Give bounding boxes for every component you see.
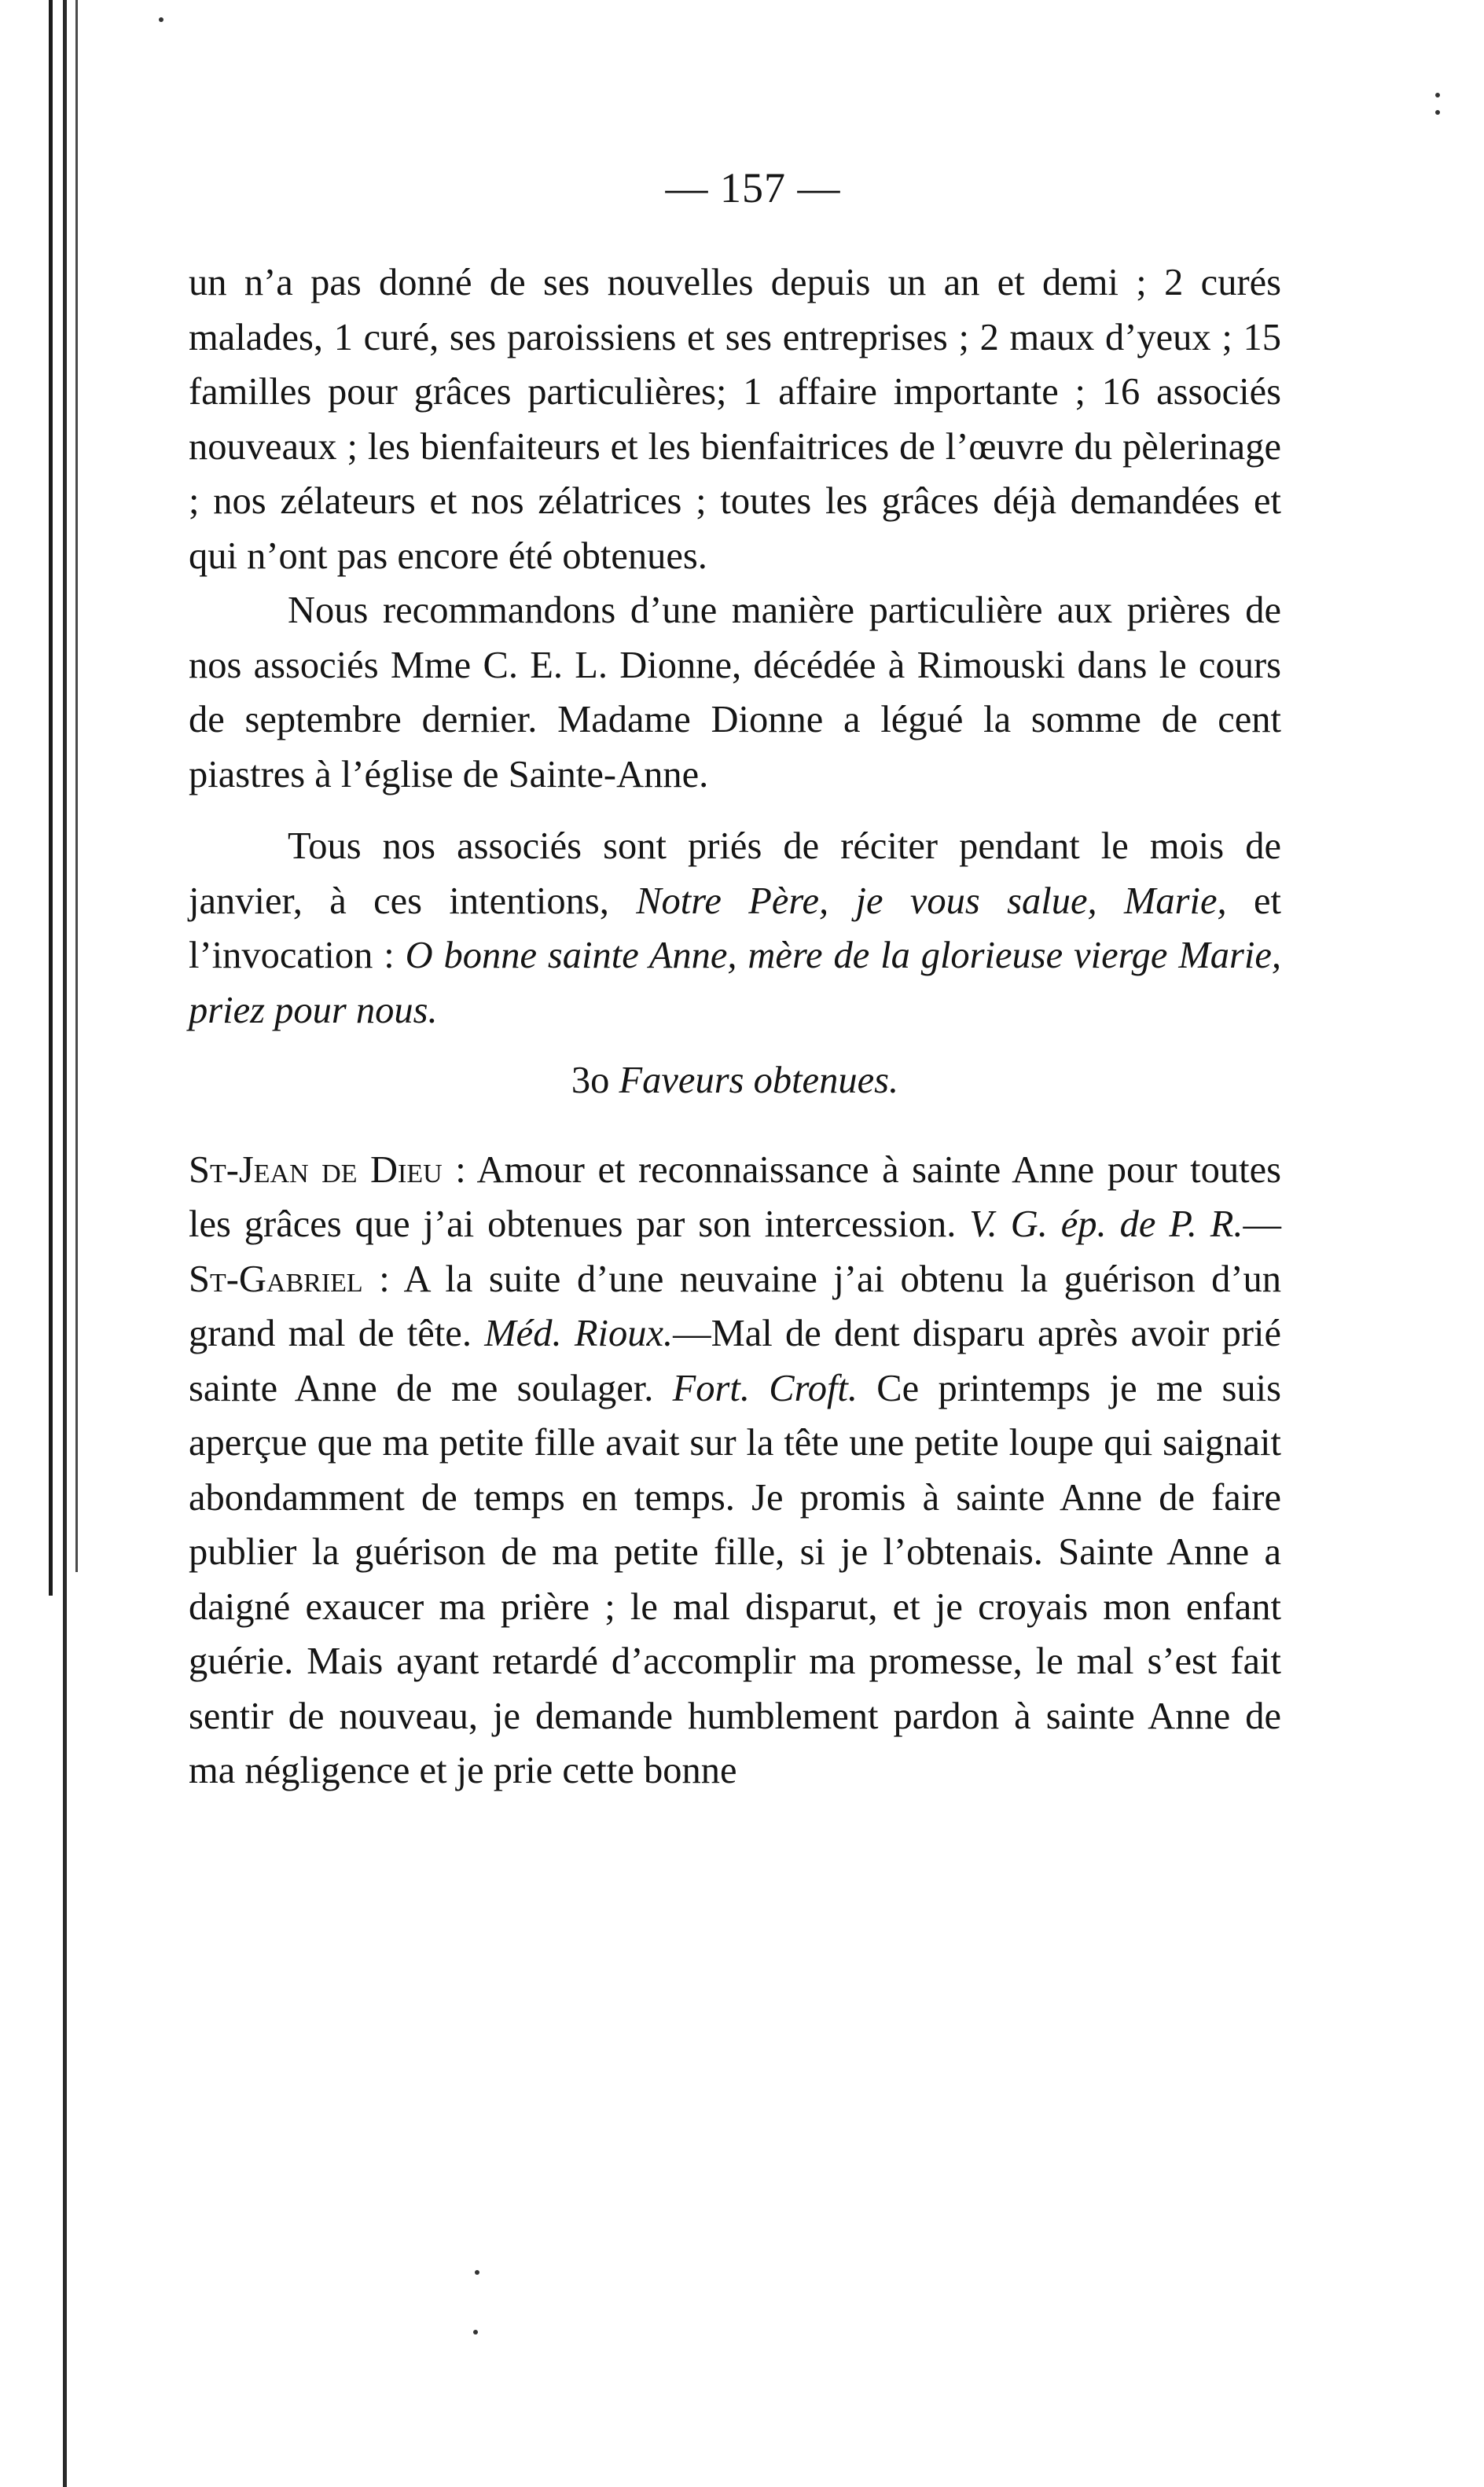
scan-speck [159, 17, 163, 22]
scan-speck [1435, 93, 1440, 97]
scan-speck [473, 2330, 478, 2335]
binding-edge-line [63, 0, 67, 2487]
favor-dash-1: — [1243, 1203, 1281, 1245]
section-title: Faveurs obtenues. [619, 1060, 899, 1101]
prayer-text-2: et l’invocation : [189, 880, 1281, 976]
prayer-text-1: Tous nos associés sont priés de réciter pendant le mois de janvier, à ces intentions, [189, 825, 1281, 922]
favor-place-2: St-Gabriel [189, 1258, 363, 1300]
favor-signature-2: Méd. Rioux. [484, 1313, 674, 1354]
binding-edge-line [49, 0, 53, 1596]
favor-signature-1: V. G. ép. de P. R. [969, 1203, 1243, 1245]
prayer-italic-2: O bonne sainte Anne, mère de la glorieuse vierge Marie, priez pour nous. [189, 935, 1281, 1031]
section-heading [189, 1053, 1281, 1108]
favor-text-1: : Amour et reconnaissance à sainte Anne pour toutes les grâces que j’ai obtenues par son intercession. [189, 1148, 1281, 1245]
binding-edge-line [75, 0, 78, 1572]
favor-place-1: St-Jean de Dieu [189, 1148, 443, 1191]
paragraph-recommendation: Nous recommandons d’une manière particulière aux prières de nos associés Mme C. E. L. Dionne, décédée à Rimouski dans le cours de septembre dernier. Madame Dionne a légué la somme de cent piastres à l’église de Sainte-Anne. [189, 590, 1281, 795]
favor-text-3: —Mal de dent disparu après avoir prié sainte Anne de me soulager. [189, 1313, 1281, 1409]
page-number: — 157 — [665, 164, 841, 211]
prayer-italic-1: Notre Père, je vous salue, Marie, [636, 880, 1227, 922]
scan-speck [1435, 110, 1440, 115]
paragraph-favors [189, 1143, 1281, 1798]
section-number: 3o [571, 1060, 619, 1101]
paragraph-intentions: un n’a pas donné de ses nouvelles depuis un an et demi ; 2 curés malades, 1 curé, ses paroissiens et ses entreprises ; 2 maux d’yeux ; 15 familles pour grâces particulières; 1 affaire importante ; 16 associés nouveaux ; les bienfaiteurs et les bienfaitrices de l’œuvre du pèlerinage ; nos zélateurs et nos zélatrices ; toutes les grâces déjà demandées et qui n’ont pas encore été obtenues. [189, 262, 1281, 577]
favor-signature-3: Fort. Croft. [672, 1367, 858, 1409]
favor-text-4: Ce printemps je me suis aperçue que ma petite fille avait sur la tête une petite loupe qui saignait abondamment de temps en temps. Je promis à sainte Anne de faire publier la guérison de ma petite fille, si je l’obtenais. Sainte Anne a daigné exaucer ma prière ; le mal disparut, et je croyais mon enfant guérie. Mais ayant retardé d’accomplir ma promesse, le mal s’est fait sentir de nouveau, je demande humblement pardon à sainte Anne de ma négligence et je prie cette bonne [189, 1367, 1281, 1791]
page-body [189, 255, 1281, 1798]
scan-speck [475, 2270, 479, 2275]
paragraph-prayer-request [189, 819, 1281, 1038]
favor-text-2: : A la suite d’une neuvaine j’ai obtenu la guérison d’un grand mal de tête. [189, 1258, 1281, 1354]
